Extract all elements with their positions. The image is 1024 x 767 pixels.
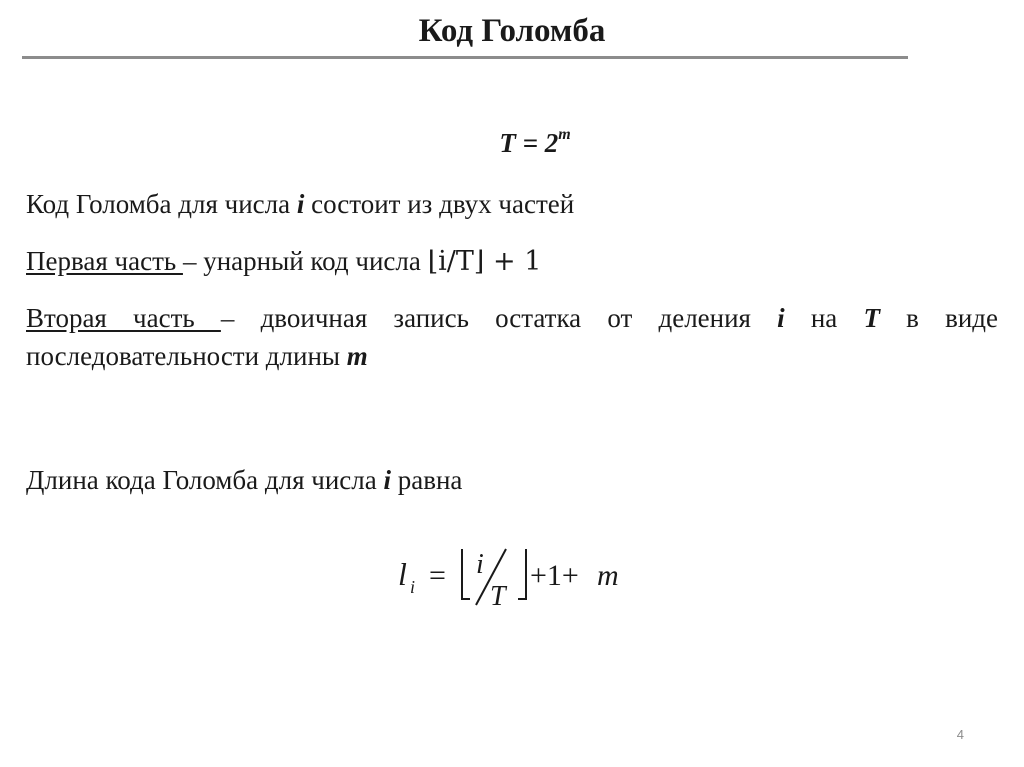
second-part-text-b: на bbox=[784, 303, 864, 333]
second-part-text-c: в виде последовательности длины bbox=[26, 303, 998, 371]
formula-m: m bbox=[597, 559, 619, 592]
slide-title: Код Голомба bbox=[418, 13, 606, 49]
line-golomb-two-parts bbox=[26, 185, 574, 223]
formula-sub-i: i bbox=[410, 577, 416, 597]
first-part-label: Первая часть bbox=[26, 246, 183, 276]
line5-end: равна bbox=[390, 465, 463, 495]
floor-bracket-left bbox=[462, 549, 470, 599]
second-part-label: Вторая часть bbox=[26, 303, 221, 333]
floor-bracket-right bbox=[518, 549, 526, 599]
first-part-formula: ⌊i/T⌋ + 1 bbox=[427, 246, 542, 277]
formula-denominator-T: T bbox=[490, 581, 506, 612]
line-code-length bbox=[26, 461, 462, 499]
formula-exponent: m bbox=[558, 126, 571, 143]
formula-base: T = 2 bbox=[499, 128, 559, 158]
line1-var-i: i bbox=[296, 189, 305, 219]
second-part-var-m: m bbox=[346, 341, 368, 371]
first-part-text: – унарный код числа bbox=[182, 246, 428, 276]
line-second-part bbox=[26, 299, 998, 375]
formula-plus-one-plus: +1+ bbox=[530, 559, 579, 592]
page-number: 4 bbox=[956, 727, 964, 742]
line5-var-i: i bbox=[383, 465, 391, 495]
second-part-var-i: i bbox=[777, 303, 785, 333]
golomb-length-formula bbox=[396, 543, 636, 613]
second-part-var-T: T bbox=[863, 303, 880, 333]
line1-end: состоит из двух частей bbox=[304, 189, 575, 219]
formula-t-equals-2-power-m bbox=[0, 128, 1024, 159]
formula-svg bbox=[396, 543, 636, 613]
line-first-part bbox=[26, 242, 541, 281]
second-part-text-a: – двоичная запись остатка от деления bbox=[220, 303, 778, 333]
line5-text: Длина кода Голомба для числа bbox=[26, 465, 384, 495]
title-divider bbox=[22, 56, 908, 59]
formula-equals: = bbox=[429, 559, 446, 592]
line1-text: Код Голомба для числа bbox=[26, 189, 297, 219]
formula-l: l bbox=[398, 556, 407, 592]
formula-numerator-i: i bbox=[476, 549, 484, 580]
